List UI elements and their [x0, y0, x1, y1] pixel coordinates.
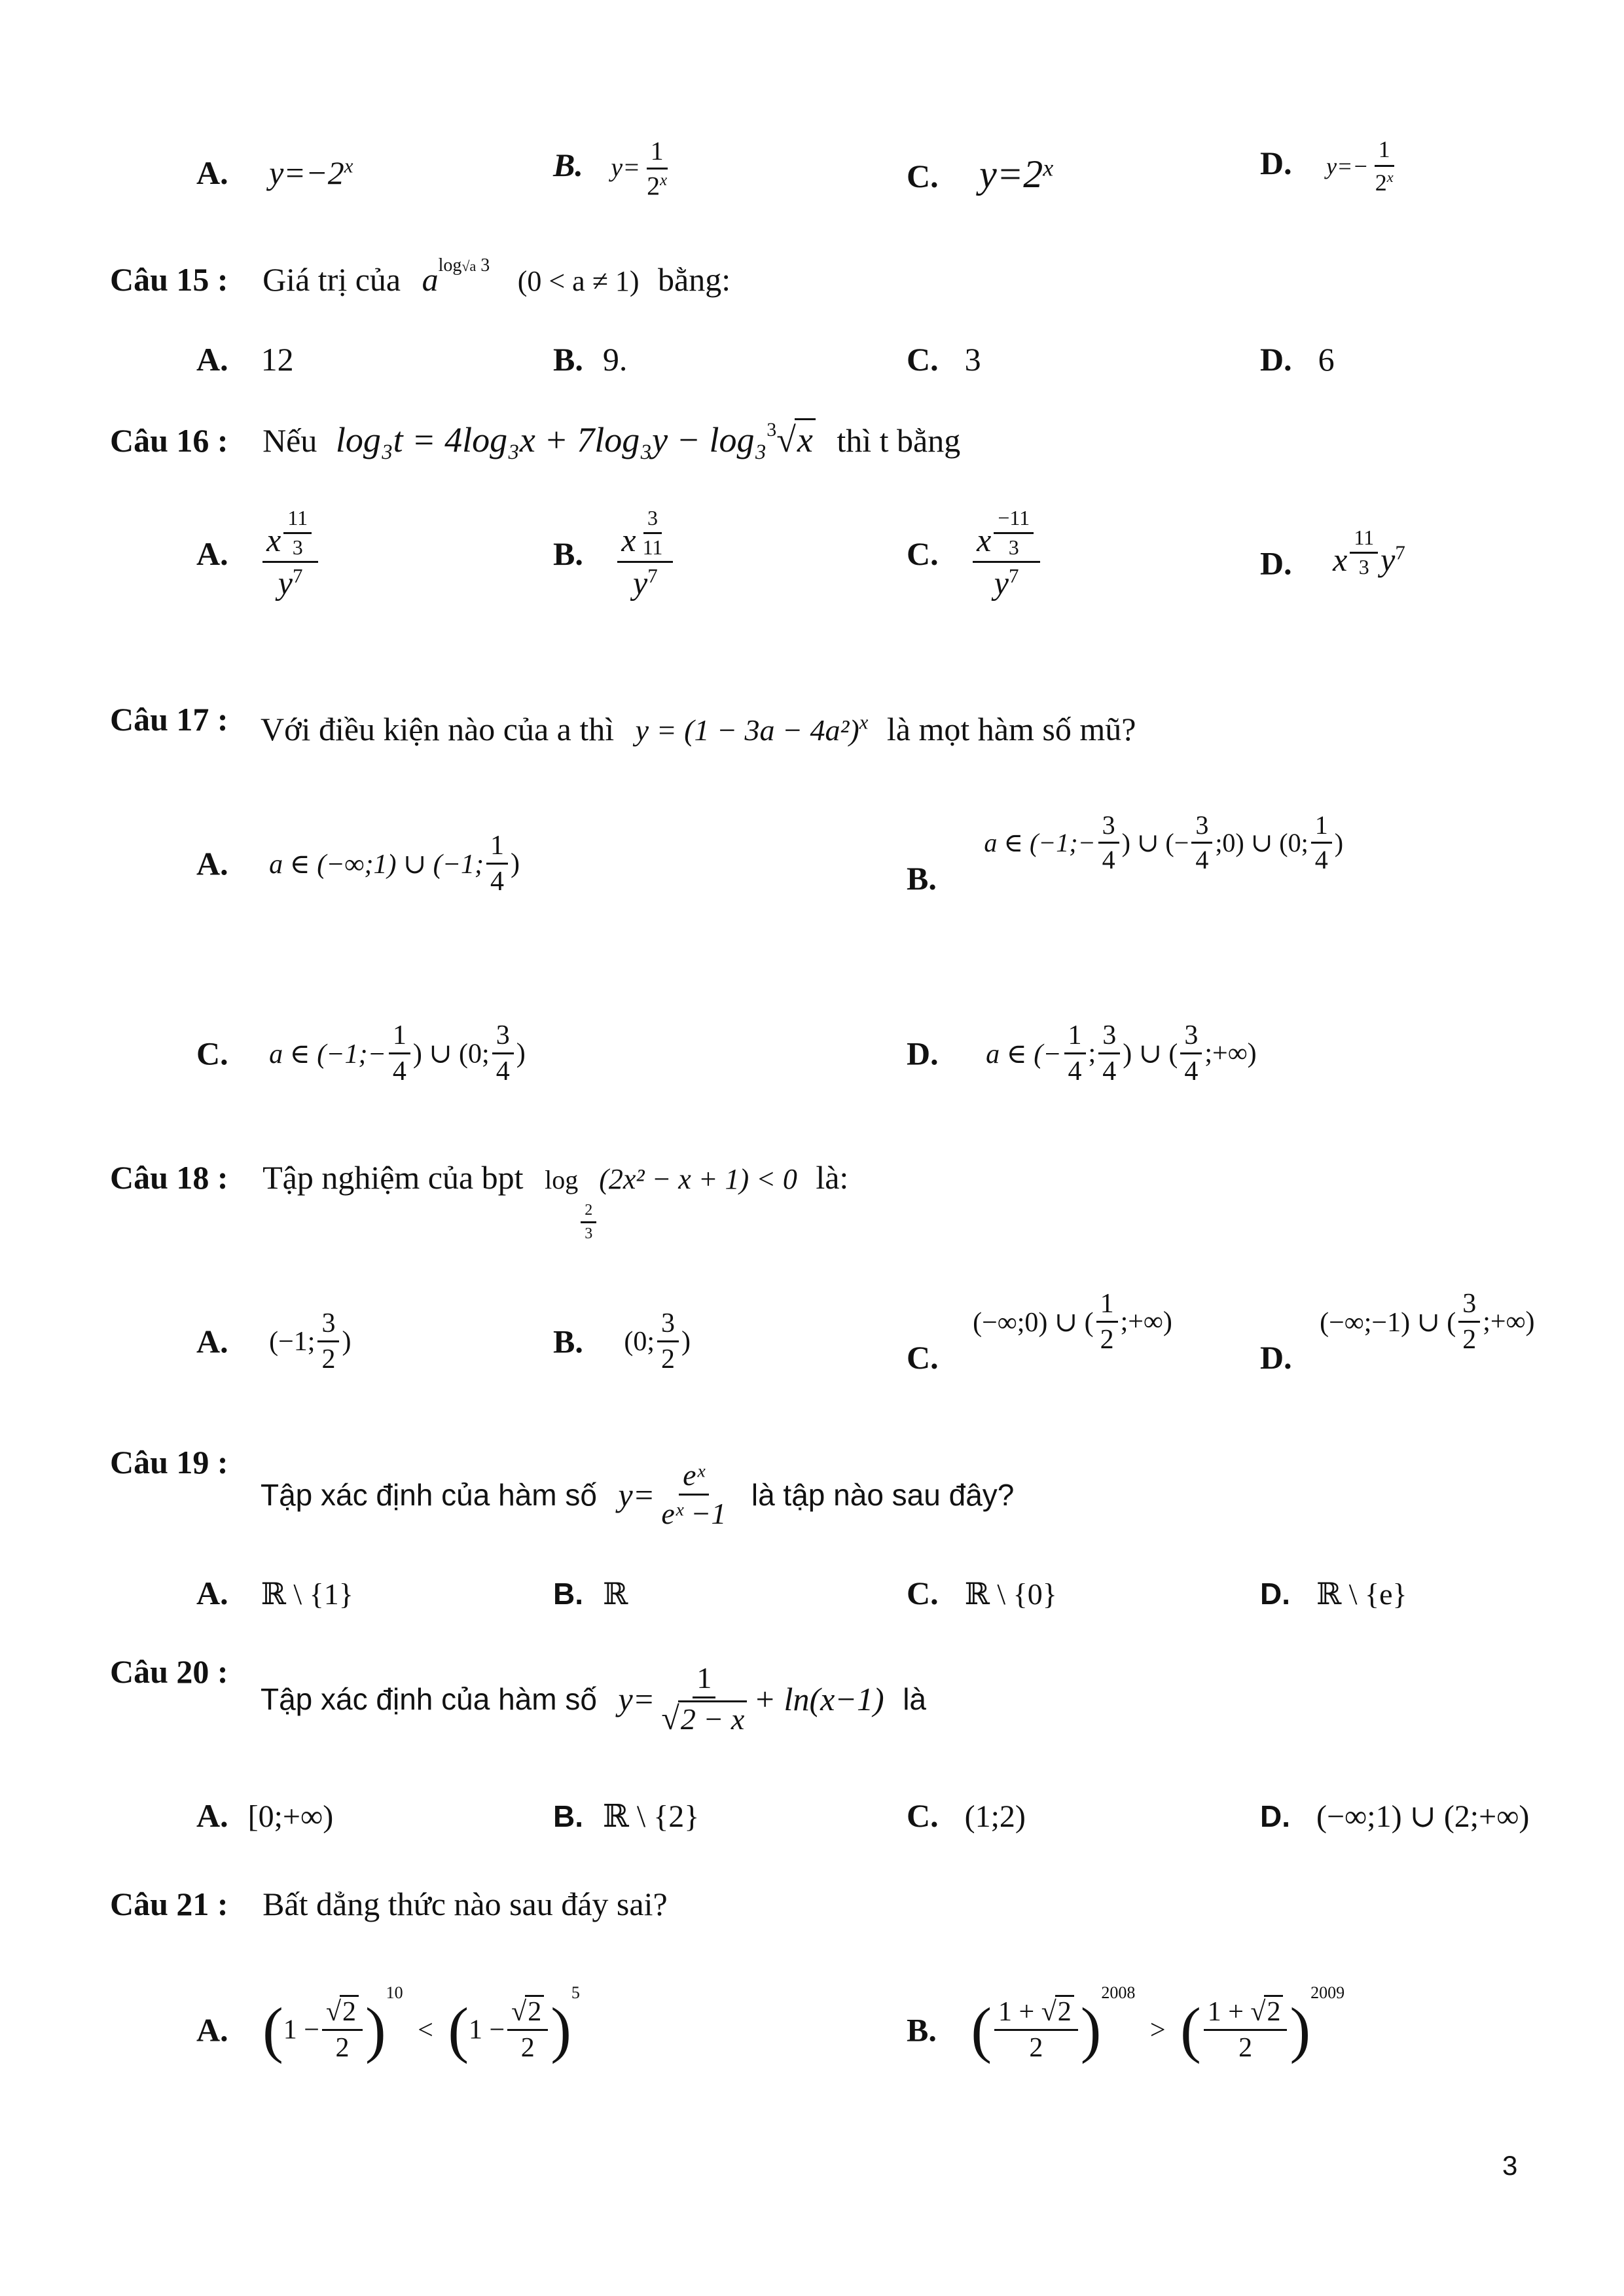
- question-expr: (2x² − x + 1) < 0: [599, 1163, 797, 1195]
- log-word: log: [545, 1165, 579, 1194]
- question-16: Câu 16 : Nếu log₃t = 4log₃x + 7log₃y − log₃$^3$√x thì t bằng: [110, 419, 961, 459]
- log-base-num: 2: [581, 1202, 596, 1223]
- option-den-exp: x: [660, 171, 668, 189]
- frac-den: y: [994, 564, 1009, 601]
- frac-den-exp: 7: [647, 564, 658, 588]
- option-label: A.: [196, 154, 228, 191]
- option-value: ℝ \ {0}: [964, 1577, 1057, 1611]
- question-suffix: là: [903, 1681, 926, 1716]
- question-number: Câu 20 :: [110, 1653, 228, 1690]
- option-label: A.: [196, 1575, 228, 1611]
- root-arg: x: [795, 418, 816, 459]
- frac-num: 3: [317, 1309, 339, 1342]
- option-label: B.: [553, 1799, 583, 1833]
- top-option-d: [1260, 137, 1400, 196]
- frac-den-exp: 7: [292, 564, 303, 588]
- option-expr: y=−2: [269, 154, 344, 191]
- option-mid: ;: [1088, 1038, 1096, 1069]
- question-exponent-tail: 3: [480, 255, 490, 276]
- q15-option-a[interactable]: [196, 340, 294, 378]
- question-suffix: là mọt hàm số mũ?: [886, 711, 1136, 747]
- question-number: Câu 17 :: [110, 701, 228, 738]
- option-lead-2: 1 −: [468, 2015, 505, 2045]
- q18-option-c[interactable]: [907, 1289, 1172, 1376]
- frac3-num: 3: [1180, 1021, 1202, 1054]
- question-lhs: y=: [618, 1476, 655, 1513]
- frac-base: x: [1333, 541, 1348, 578]
- frac2-den: 4: [496, 1056, 510, 1087]
- exp-num: 11: [283, 507, 312, 534]
- top-option-b: [553, 137, 674, 200]
- q20-option-a[interactable]: [196, 1797, 333, 1835]
- q19-option-a[interactable]: [196, 1574, 353, 1612]
- option-value: 12: [261, 341, 294, 378]
- frac-den: eˣ −1: [661, 1497, 727, 1531]
- frac1-num: 1: [1064, 1021, 1086, 1054]
- q17-option-b[interactable]: [907, 812, 1343, 897]
- top-option-a: [196, 154, 353, 192]
- option-label: C.: [907, 341, 939, 378]
- frac-num: 3: [657, 1309, 679, 1342]
- option-tail: ;+∞): [1483, 1306, 1535, 1337]
- option-op: <: [418, 2015, 433, 2045]
- option-tail: ): [681, 1326, 691, 1357]
- option-label: C.: [907, 158, 939, 194]
- q19-option-c[interactable]: [907, 1574, 1057, 1612]
- frac-lead-2: 1 +: [1207, 1996, 1244, 2027]
- option-label: D.: [1260, 1339, 1292, 1376]
- q17-option-d[interactable]: [907, 1021, 1257, 1086]
- question-prefix: Tập xác định của hàm số: [261, 1477, 597, 1512]
- option-den: 2: [647, 171, 660, 201]
- option-text: a ∈ (−: [986, 1039, 1062, 1069]
- frac2-den: 4: [1102, 1056, 1117, 1087]
- option-value: ℝ \ {2}: [603, 1799, 700, 1834]
- question-number: Câu 18 :: [110, 1159, 228, 1196]
- option-label: D.: [1260, 1577, 1290, 1611]
- exp-num: 11: [1350, 527, 1378, 554]
- option-label: C.: [196, 1035, 228, 1072]
- question-19-text: [261, 1460, 1014, 1530]
- option-text: a ∈ (−∞;1) ∪ (−1;: [269, 849, 484, 880]
- question-number: Câu 21 :: [110, 1886, 228, 1922]
- question-17-text: [261, 710, 1136, 748]
- option-label: D.: [1260, 545, 1292, 582]
- question-18: [110, 1158, 848, 1242]
- frac-den-exp: 7: [1008, 564, 1019, 588]
- option-value: ℝ \ {e}: [1316, 1577, 1407, 1611]
- option-value: (−∞;1) ∪ (2;+∞): [1316, 1799, 1530, 1834]
- q16-option-a[interactable]: [196, 507, 321, 600]
- root-index: 3: [767, 419, 777, 440]
- frac3-num: 1: [1311, 812, 1332, 844]
- frac-den: 2: [1100, 1325, 1114, 1355]
- option-label: A.: [196, 535, 228, 573]
- option-label: C.: [907, 1575, 939, 1611]
- frac3-den: 4: [1314, 845, 1328, 874]
- question-prefix: Tập xác định của hàm số: [261, 1681, 597, 1716]
- question-suffix: là:: [816, 1159, 849, 1196]
- question-expr: log₃t = 4log₃x + 7log₃y − log₃: [335, 420, 767, 459]
- option-tail: ;+∞): [1120, 1306, 1172, 1337]
- frac3-den: 4: [1184, 1056, 1199, 1087]
- exp-num: 3: [643, 507, 662, 534]
- question-exponent-sub: √a: [461, 258, 477, 274]
- option-text: a ∈ (−1;−: [269, 1039, 386, 1069]
- frac1-num: 3: [1098, 812, 1119, 844]
- option-exp1: 2008: [1101, 1983, 1136, 2002]
- question-19: [110, 1443, 228, 1481]
- question-suffix: thì t bằng: [837, 422, 961, 459]
- exp-den: 3: [1008, 535, 1019, 559]
- option-value: 3: [964, 341, 981, 378]
- option-label: B.: [907, 859, 937, 897]
- frac-den-2: 2: [1238, 2033, 1253, 2064]
- frac-den: y: [633, 564, 648, 601]
- option-text: (0;: [624, 1326, 655, 1357]
- question-expr: y = (1 − 3a − 4a²): [635, 713, 859, 747]
- frac-den: y: [278, 564, 293, 601]
- frac1-den: 4: [392, 1056, 406, 1087]
- option-tail: y: [1380, 541, 1396, 578]
- frac-den: 2: [321, 1344, 336, 1375]
- question-number: Câu 15 :: [110, 261, 228, 298]
- option-label: D.: [907, 1035, 939, 1072]
- option-exp2: 5: [571, 1983, 580, 2002]
- option-label: D.: [1260, 341, 1292, 378]
- question-lhs: y=: [618, 1680, 655, 1717]
- option-label: C.: [907, 1339, 939, 1376]
- option-exp1: 10: [386, 1983, 403, 2002]
- q18-option-a[interactable]: [196, 1309, 351, 1374]
- q20-option-c[interactable]: [907, 1797, 1026, 1835]
- frac-base: x: [621, 522, 636, 558]
- question-prefix: Với điều kiện nào của a thì: [261, 711, 615, 747]
- q16-option-c[interactable]: [907, 507, 1043, 600]
- option-label: B.: [553, 535, 583, 573]
- frac-den: 2: [1029, 2033, 1043, 2064]
- option-lhs: y=−: [1326, 152, 1369, 179]
- question-15: [110, 255, 731, 298]
- question-prefix: Bất dẳng thức nào sau đáy sai?: [262, 1886, 668, 1922]
- q19-option-d[interactable]: [1260, 1574, 1407, 1612]
- option-text: (−∞;−1) ∪ (: [1320, 1307, 1456, 1338]
- frac-root-2: 2: [525, 1995, 544, 2027]
- option-label: B.: [553, 1577, 583, 1611]
- frac-base: x: [266, 522, 281, 558]
- exp-den: 3: [1358, 554, 1369, 579]
- option-mid: ) ∪ (−: [1121, 828, 1189, 857]
- frac-den: 2: [335, 2033, 350, 2064]
- exp-den: 11: [642, 535, 663, 559]
- q15-option-c[interactable]: [907, 340, 981, 378]
- q15-option-d[interactable]: [1260, 340, 1335, 378]
- option-label: A.: [196, 1797, 228, 1834]
- log-base-den: 3: [585, 1225, 593, 1243]
- question-exp: x: [859, 710, 869, 734]
- frac2-num: 3: [1098, 1021, 1120, 1054]
- option-label: C.: [907, 535, 939, 573]
- option-label: B.: [553, 147, 583, 184]
- option-value: ℝ \ {1}: [261, 1577, 353, 1611]
- q16-option-b[interactable]: [553, 507, 676, 600]
- question-prefix: Nếu: [262, 422, 317, 459]
- frac-den: 4: [490, 867, 504, 897]
- q19-option-b[interactable]: [553, 1574, 628, 1612]
- frac1-den: 4: [1068, 1056, 1082, 1087]
- q21-option-b[interactable]: B. ( $\frac{1 + √2}{2}$ )$^{2008}$ > ( $\frac{1 + √2}{2}$ )$^{2009}$: [907, 1983, 1345, 2065]
- q20-option-d[interactable]: [1260, 1797, 1529, 1835]
- option-label: A.: [196, 2011, 228, 2049]
- option-mid: ) ∪ (0;: [412, 1039, 490, 1069]
- option-text: a ∈ (−1;−: [984, 828, 1096, 857]
- question-suffix: là tập nào sau đây?: [751, 1477, 1015, 1512]
- option-label: C.: [907, 1797, 939, 1834]
- question-21: [110, 1885, 668, 1923]
- frac2-num: 3: [1191, 812, 1212, 844]
- option-value: 9.: [602, 341, 628, 378]
- frac2-num: 3: [492, 1021, 514, 1054]
- option-tail: ;+∞): [1204, 1038, 1257, 1069]
- option-tail: ): [516, 1038, 526, 1069]
- option-tail: ): [510, 848, 520, 879]
- option-exp2: 2009: [1310, 1983, 1345, 2002]
- question-20-text: Tập xác định của hàm số y= $\frac{1}{√2 - x}$ + ln(x−1) là: [261, 1661, 926, 1737]
- page-number: 3: [1502, 2150, 1518, 2181]
- question-suffix: bằng:: [658, 261, 731, 298]
- frac1-num: 1: [389, 1021, 410, 1054]
- exp-den: 3: [292, 535, 303, 559]
- option-exp: x: [344, 154, 353, 177]
- frac-den: 2: [1462, 1325, 1477, 1355]
- frac-root-2: 2: [1264, 1995, 1283, 2027]
- question-17: [110, 700, 228, 738]
- frac-num: 1: [693, 1662, 715, 1698]
- option-lhs: y=: [611, 152, 641, 183]
- frac-num: eˣ: [679, 1460, 708, 1496]
- question-exponent: log: [438, 255, 462, 276]
- option-mid2: ) ∪ (: [1123, 1039, 1178, 1069]
- option-value: ℝ: [603, 1577, 628, 1611]
- frac2-den: 4: [1195, 845, 1209, 874]
- option-label: B.: [553, 341, 583, 378]
- q18-option-d[interactable]: [1260, 1289, 1535, 1376]
- question-prefix: Giá trị của: [262, 261, 401, 298]
- option-value: [0;+∞): [247, 1799, 334, 1834]
- frac-root: 2: [340, 1995, 359, 2027]
- option-lead: 1 −: [283, 2015, 319, 2045]
- question-tail: + ln(x−1): [753, 1680, 884, 1717]
- option-label: A.: [196, 845, 228, 882]
- option-op: >: [1149, 2015, 1166, 2045]
- option-label: D.: [1260, 1799, 1290, 1833]
- option-mid2: ;0) ∪ (0;: [1215, 828, 1308, 857]
- option-num: 1: [1375, 137, 1394, 167]
- frac-num: 3: [1458, 1289, 1480, 1323]
- option-exp: x: [1043, 154, 1054, 181]
- frac-num: 1: [1096, 1289, 1118, 1323]
- q20-option-b[interactable]: [553, 1797, 699, 1835]
- option-text: (−∞;0) ∪ (: [973, 1307, 1094, 1338]
- q21-option-a[interactable]: A. (1 − $\frac{√2}{2}$ )$^{10}$ < (1 − $\frac{√2}{2}$ )$^5$: [196, 1983, 580, 2065]
- question-20: [110, 1653, 228, 1691]
- frac-den-sqrt: 2 − x: [678, 1700, 747, 1736]
- option-value: 6: [1318, 341, 1335, 378]
- option-tail: ): [342, 1326, 352, 1357]
- question-number: Câu 16 :: [110, 422, 228, 459]
- option-expr: y=2: [979, 152, 1043, 196]
- option-tail: ): [1334, 828, 1344, 857]
- question-condition: (0 < a ≠ 1): [517, 265, 640, 297]
- option-label: B.: [907, 2011, 937, 2049]
- question-base: a: [422, 261, 439, 298]
- option-label: B.: [553, 1323, 583, 1360]
- option-num: 1: [647, 137, 668, 170]
- q17-option-c[interactable]: [196, 1021, 526, 1086]
- frac-num: 1: [486, 831, 508, 865]
- frac-root: 2: [1055, 1995, 1074, 2027]
- option-den-exp: x: [1386, 168, 1394, 185]
- question-number: Câu 19 :: [110, 1444, 228, 1480]
- option-den: 2: [1375, 169, 1387, 196]
- option-label: D.: [1260, 144, 1292, 181]
- exp-num: −11: [994, 507, 1034, 534]
- frac-den-2: 2: [520, 2033, 535, 2064]
- q16-option-d[interactable]: [1260, 527, 1405, 583]
- frac1-den: 4: [1102, 845, 1115, 874]
- option-tail-exp: 7: [1395, 541, 1405, 564]
- frac-base: x: [977, 522, 992, 558]
- frac-lead: 1 +: [998, 1996, 1035, 2027]
- top-option-c: [907, 152, 1053, 197]
- q15-option-b[interactable]: [553, 340, 627, 378]
- option-label: A.: [196, 341, 228, 378]
- q17-option-a[interactable]: [196, 831, 520, 896]
- option-text: (−1;: [269, 1326, 316, 1357]
- frac-den: 2: [661, 1344, 676, 1375]
- option-label: A.: [196, 1323, 228, 1360]
- q18-option-b[interactable]: [553, 1309, 691, 1374]
- question-prefix: Tập nghiệm của bpt: [262, 1159, 524, 1196]
- option-value: (1;2): [964, 1799, 1026, 1834]
